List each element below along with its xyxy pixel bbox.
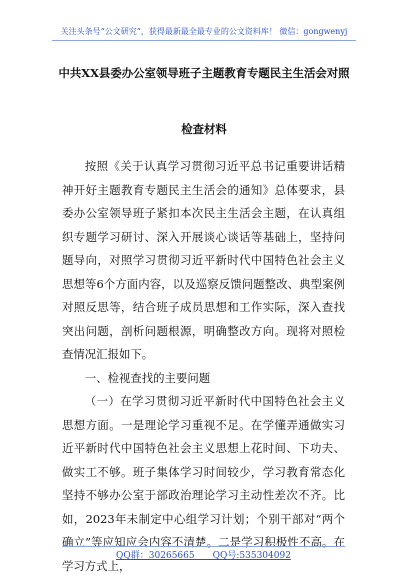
body-paragraph: （一）在学习贯彻习近平新时代中国特色社会主义思想方面。一是理论学习重视不足。在学懂弄通做实习近平新时代中国特色社会主义思想上花时间、下功夫、做实工不够。班子集体学习时间较少，学习教育常态化坚持不够办公室于部政治理论学习主动性差次不齐。比如，2023年未制定中心组学习计划；个别干部对“两个确立”等应知应会内容不清楚。二是学习积极性不高。在学习方式上， xyxy=(62,394,345,573)
document-subtitle: 检查材料 xyxy=(181,122,227,136)
document-body xyxy=(62,155,345,578)
section-heading: 一、检视查找的主要问题 xyxy=(84,370,211,385)
page-header xyxy=(0,0,408,44)
footer-divider xyxy=(62,546,345,547)
intro-paragraph: 按照《关于认真学习贯彻习近平总书记重要讲话精神开好主题教育专题民主生活会的通知》总体要求，县委办公室领导班子紧扣本次民主生活会主题，在认真组织专题学习研讨、深入开展谈心谈话等基础上，坚持问题导向，对照学习贯彻习近平新时代中国特色社会主义思想等6个方面内容，以及巡察反馈问题整改、典型案例对照反思等，结合班子成员思想和工作实际，深入查找突出问题，剖析问题根源，明确整改方向。现将对照检查情况汇报如下。 xyxy=(62,159,345,361)
footer-contact-text[interactable]: QQ群：30265665 QQ号:535304092 xyxy=(116,551,291,561)
page-footer xyxy=(0,546,408,566)
header-divider xyxy=(52,40,356,41)
document-title: 中共XX县委办公室领导班子主题教育专题民主生活会对照 xyxy=(58,66,350,80)
promo-banner-text: 关注头条号“公文研究”，获得最新最全最专业的公文资料库！ 微信：gongwenyj xyxy=(60,27,348,36)
